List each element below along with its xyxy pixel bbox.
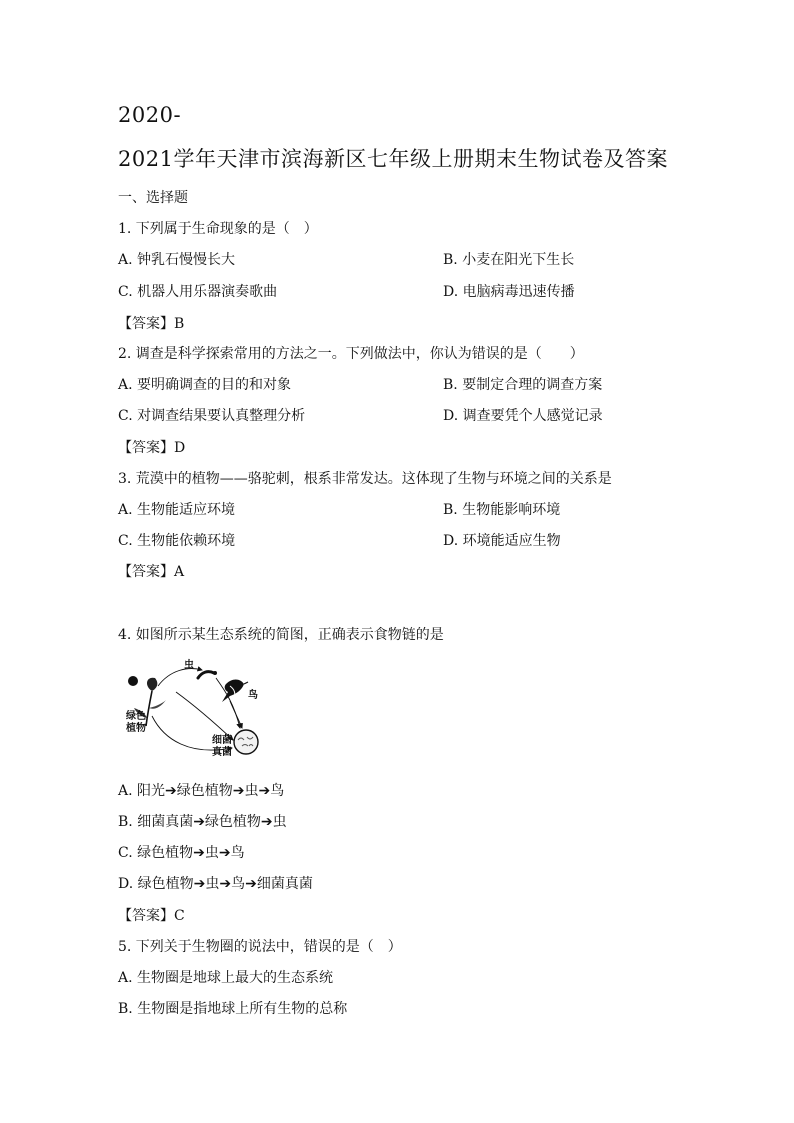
question-5-option-a: A. 生物圈是地球上最大的生态系统 <box>118 970 334 986</box>
question-1-option-d: D. 电脑病毒迅速传播 <box>443 284 575 300</box>
question-3-option-c: C. 生物能依赖环境 <box>118 533 236 549</box>
question-2-option-a: A. 要明确调查的目的和对象 <box>118 377 292 393</box>
diagram-label-insect: 虫 <box>184 660 194 671</box>
question-1-option-b: B. 小麦在阳光下生长 <box>443 252 575 268</box>
question-5-option-b: B. 生物圈是指地球上所有生物的总称 <box>118 1001 348 1017</box>
diagram-label-bird: 鸟 <box>248 690 258 701</box>
document-title-line-1: 2020- <box>118 103 182 127</box>
question-3-option-b: B. 生物能影响环境 <box>443 502 561 518</box>
section-heading: 一、选择题 <box>118 190 188 206</box>
diagram-label-decomposer-1: 细菌 <box>212 735 232 746</box>
question-3-option-a: A. 生物能适应环境 <box>118 502 236 518</box>
question-2-answer: 【答案】D <box>118 440 186 456</box>
ecosystem-diagram <box>118 656 268 771</box>
question-4-option-a: A. 阳光➔绿色植物➔虫➔鸟 <box>118 783 285 799</box>
diagram-label-plant-2: 植物 <box>126 723 146 734</box>
document-title-line-2: 2021学年天津市滨海新区七年级上册期末生物试卷及答案 <box>118 147 668 171</box>
sun-icon <box>128 676 138 686</box>
question-4-option-d: D. 绿色植物➔虫➔鸟➔细菌真菌 <box>118 876 313 892</box>
bird-icon <box>222 680 248 703</box>
question-3-stem: 3. 荒漠中的植物——骆驼刺，根系非常发达。这体现了生物与环境之间的关系是 <box>118 471 612 487</box>
diagram-label-plant-1: 绿色 <box>126 711 146 722</box>
decomposer-icon <box>234 730 258 754</box>
insect-icon <box>198 671 217 678</box>
question-3-option-d: D. 环境能适应生物 <box>443 533 561 549</box>
question-2-option-d: D. 调查要凭个人感觉记录 <box>443 408 603 424</box>
question-2-stem: 2. 调查是科学探索常用的方法之一。下列做法中，你认为错误的是（ ） <box>118 346 584 362</box>
question-2-option-c: C. 对调查结果要认真整理分析 <box>118 408 306 424</box>
question-1-option-c: C. 机器人用乐器演奏歌曲 <box>118 284 278 300</box>
diagram-label-decomposer-2: 真菌 <box>212 747 232 758</box>
question-1-option-a: A. 钟乳石慢慢长大 <box>118 252 236 268</box>
question-3-answer: 【答案】A <box>118 564 185 580</box>
question-5-stem: 5. 下列关于生物圈的说法中，错误的是（ ） <box>118 939 402 955</box>
question-1-answer: 【答案】B <box>118 316 185 332</box>
question-4-option-c: C. 绿色植物➔虫➔鸟 <box>118 845 245 861</box>
question-2-option-b: B. 要制定合理的调查方案 <box>443 377 603 393</box>
question-1-stem: 1. 下列属于生命现象的是（ ） <box>118 221 318 237</box>
question-4-option-b: B. 细菌真菌➔绿色植物➔虫 <box>118 814 287 830</box>
question-4-stem: 4. 如图所示某生态系统的简图，正确表示食物链的是 <box>118 627 444 643</box>
question-4-answer: 【答案】C <box>118 908 185 924</box>
